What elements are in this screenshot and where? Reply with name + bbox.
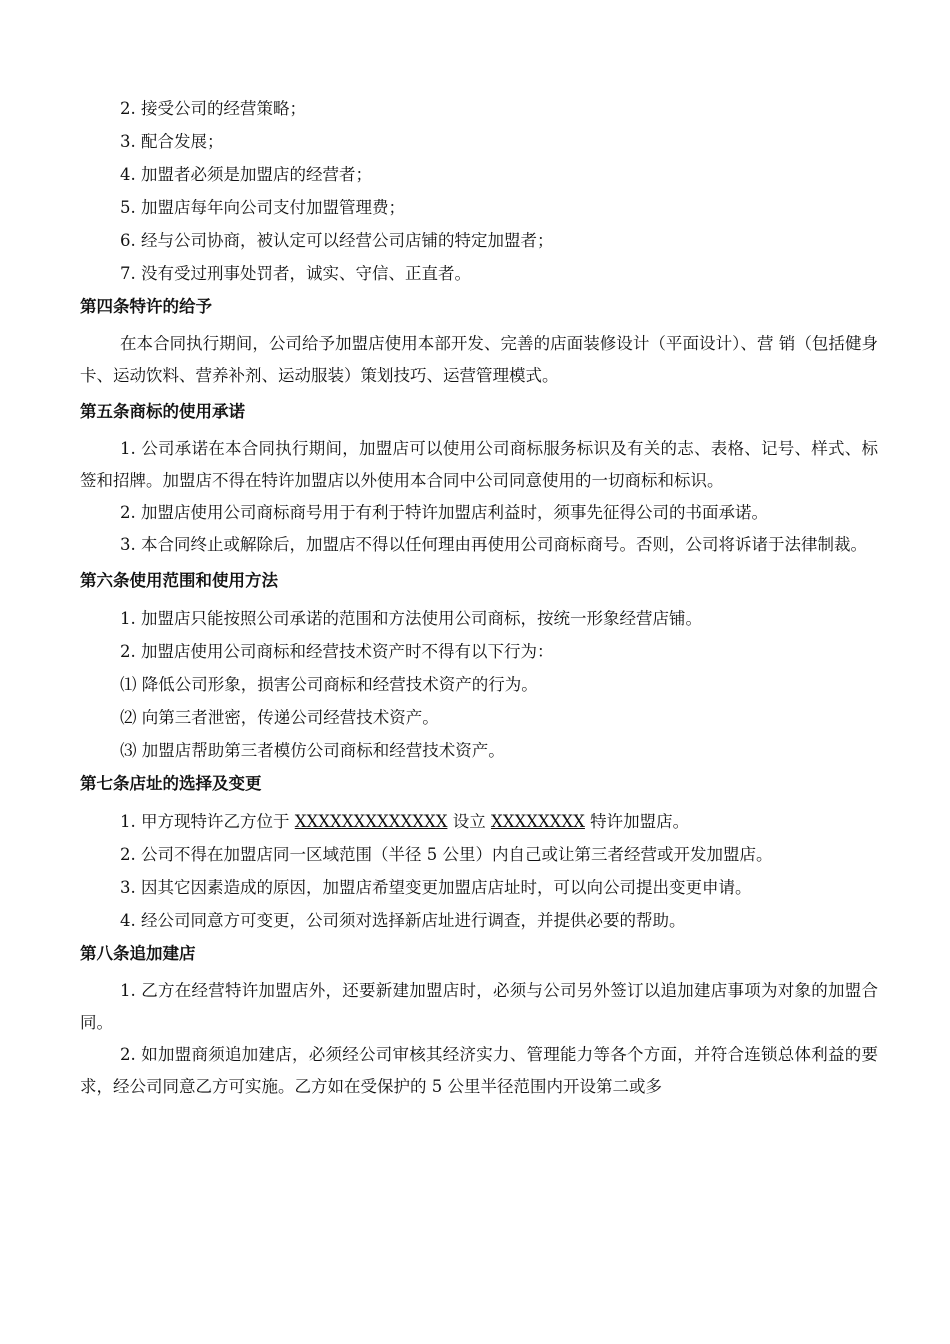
sub-list-item: ⑶ 加盟店帮助第三者模仿公司商标和经营技术资产。 bbox=[120, 741, 505, 760]
section-4-paragraph: 在本合同执行期间，公司给予加盟店使用本部开发、完善的店面装修设计（平面设计）、营 销（包括健身卡、运动饮料、营养补剂、运动服装）策划技巧、运营管理模式。 bbox=[80, 334, 878, 385]
list-item: 1. 加盟店只能按照公司承诺的范围和方法使用公司商标，按统一形象经营店铺。 bbox=[120, 609, 702, 628]
contract-page bbox=[80, 92, 878, 1103]
sub-list-item: ⑴ 降低公司形象，损害公司商标和经营技术资产的行为。 bbox=[120, 675, 538, 694]
list-item: 3. 配合发展； bbox=[120, 132, 224, 151]
item-text: 设立 bbox=[447, 812, 491, 831]
section-5-paragraph-1: 1. 公司承诺在本合同执行期间，加盟店可以使用公司商标服务标识及有关的志、表格、记号、样式、标签和招牌。加盟店不得在特许加盟店以外使用本合同中公司同意使用的一切商标和标识。 bbox=[80, 439, 878, 490]
list-item: 4. 经公司同意方可变更，公司须对选择新店址进行调查，并提供必要的帮助。 bbox=[120, 911, 686, 930]
list-item-with-blanks bbox=[80, 805, 878, 838]
location-blank: XXXXXXXXXXXXX bbox=[294, 812, 448, 831]
list-item: 7. 没有受过刑事处罚者，诚实、守信、正直者。 bbox=[120, 264, 471, 283]
sub-list-item: ⑵ 向第三者泄密，传递公司经营技术资产。 bbox=[120, 708, 439, 727]
section-heading-5: 第五条商标的使用承诺 bbox=[80, 402, 245, 421]
item-text: 1. 甲方现特许乙方位于 bbox=[120, 812, 295, 831]
list-item: 4. 加盟者必须是加盟店的经营者； bbox=[120, 165, 372, 184]
list-item: 3. 因其它因素造成的原因，加盟店希望变更加盟店店址时，可以向公司提出变更申请。 bbox=[120, 878, 752, 897]
item-text: 特许加盟店。 bbox=[584, 812, 690, 831]
section-heading-4: 第四条特许的给予 bbox=[80, 297, 212, 316]
list-item: 2. 公司不得在加盟店同一区域范围（半径 5 公里）内自己或让第三者经营或开发加盟店。 bbox=[120, 845, 773, 864]
section-5-paragraph-3: 3. 本合同终止或解除后，加盟店不得以任何理由再使用公司商标商号。否则，公司将诉诸于法律制裁。 bbox=[120, 535, 867, 554]
list-item: 6. 经与公司协商，被认定可以经营公司店铺的特定加盟者； bbox=[120, 231, 554, 250]
section-heading-6: 第六条使用范围和使用方法 bbox=[80, 571, 278, 590]
store-name-blank: XXXXXXXX bbox=[490, 812, 585, 831]
section-5-paragraph-2: 2. 加盟店使用公司商标商号用于有利于特许加盟店利益时，须事先征得公司的书面承诺。 bbox=[120, 503, 768, 522]
section-8-paragraph-1: 1. 乙方在经营特许加盟店外，还要新建加盟店时，必须与公司另外签订以追加建店事项为对象的加盟合同。 bbox=[80, 981, 878, 1032]
list-item: 2. 接受公司的经营策略； bbox=[120, 99, 306, 118]
section-heading-8: 第八条追加建店 bbox=[80, 944, 196, 963]
list-item: 5. 加盟店每年向公司支付加盟管理费； bbox=[120, 198, 405, 217]
list-item: 2. 加盟店使用公司商标和经营技术资产时不得有以下行为： bbox=[120, 642, 554, 661]
section-8-paragraph-2: 2. 如加盟商须追加建店，必须经公司审核其经济实力、管理能力等各个方面，并符合连锁总体利益的要求，经公司同意乙方可实施。乙方如在受保护的 5 公里半径范围内开设第二或多 bbox=[80, 1045, 878, 1096]
section-heading-7: 第七条店址的选择及变更 bbox=[80, 774, 262, 793]
